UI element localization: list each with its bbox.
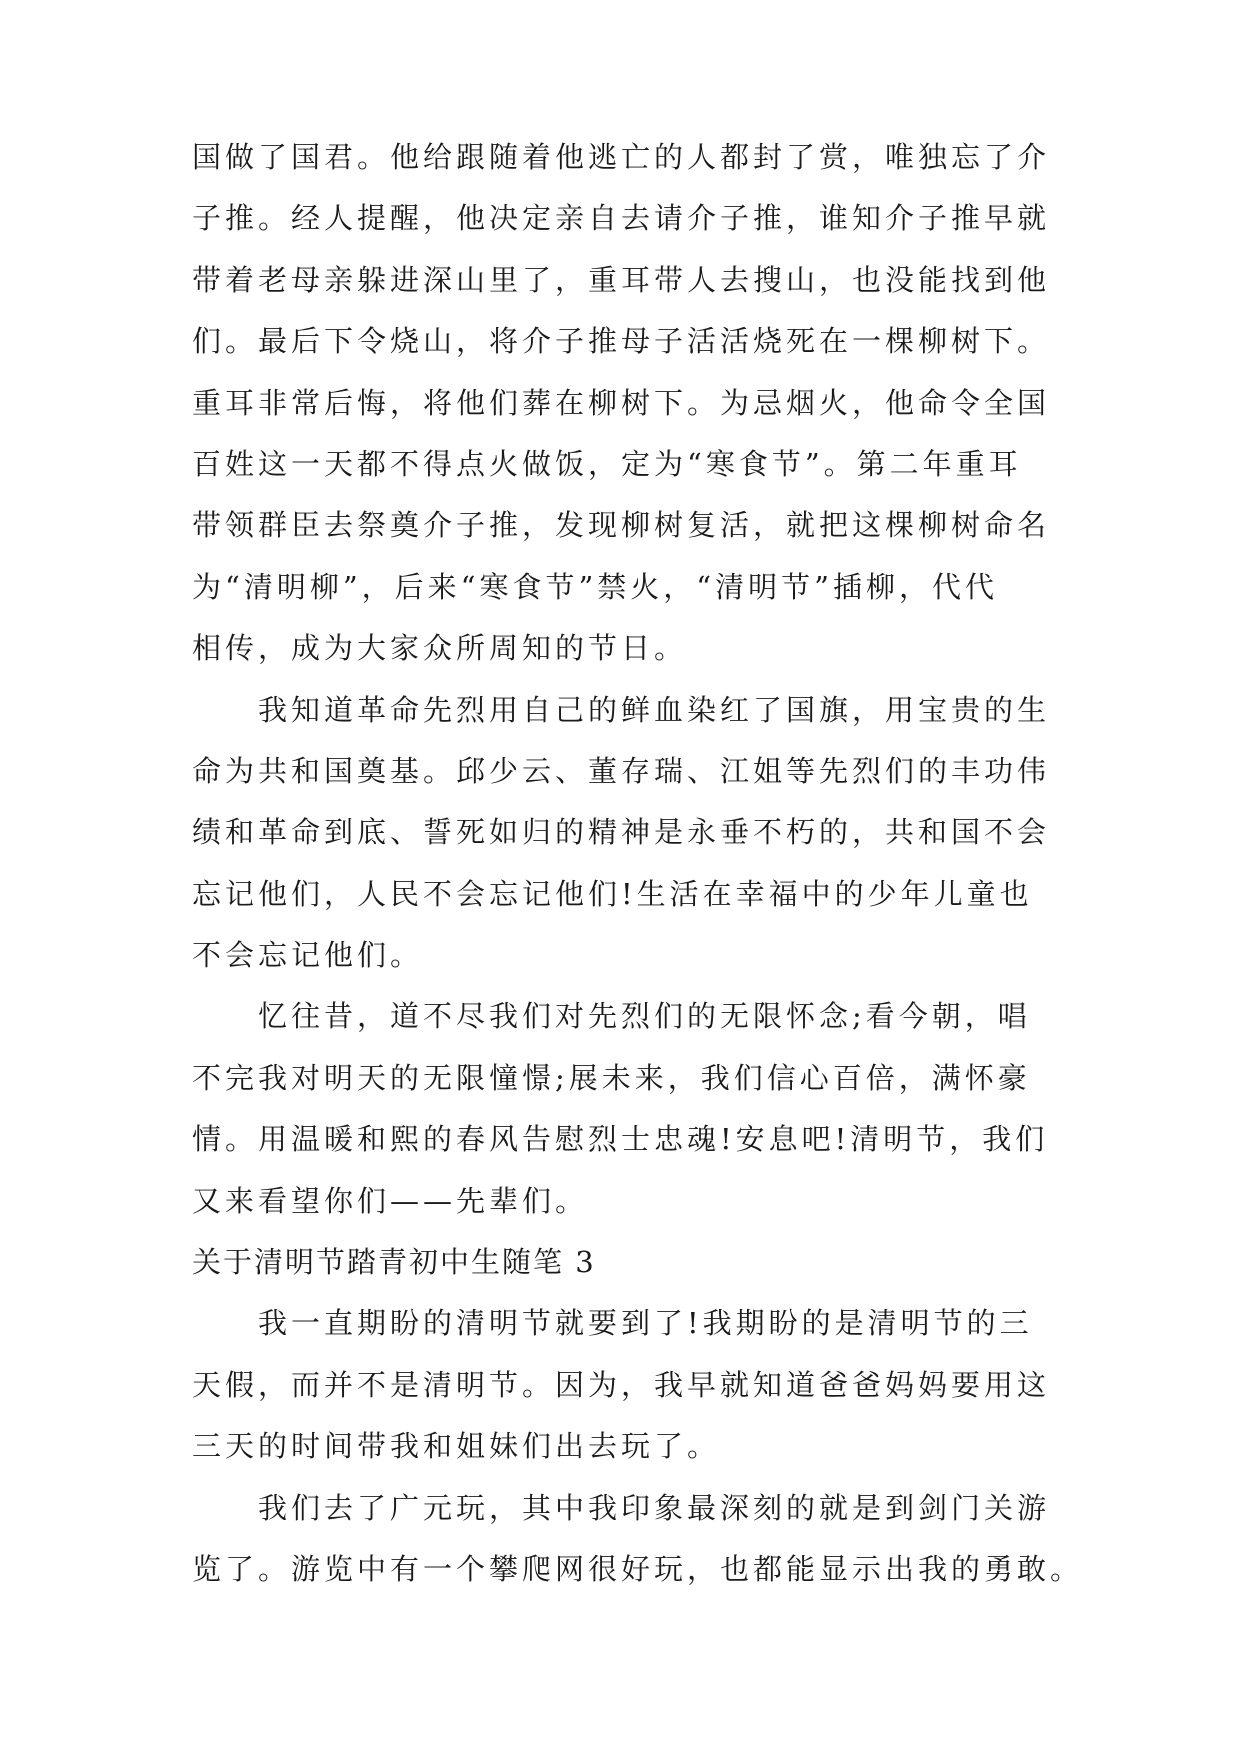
text-line: 子推。经人提醒，他决定亲自去请介子推，谁知介子推早就	[192, 201, 1051, 236]
text-line: 三天的时间带我和姐妹们出去玩了。	[192, 1429, 721, 1464]
text-line: 为“清明柳”，后来“寒食节”禁火，“清明节”插柳，代代	[192, 569, 998, 604]
text-line: 我知道革命先烈用自己的鲜血染红了国旗，用宝贵的生	[258, 692, 1051, 727]
text-line: 我们去了广元玩，其中我印象最深刻的就是到剑门关游	[258, 1490, 1051, 1525]
text-line: 国做了国君。他给跟随着他逃亡的人都封了赏，唯独忘了介	[192, 140, 1051, 174]
paragraph-5	[192, 1478, 1084, 1601]
text-line: 不会忘记他们。	[192, 938, 424, 973]
paragraph-4	[192, 1293, 1052, 1477]
text-line: 带领群臣去祭奠介子推，发现柳树复活，就把这棵柳树命名	[192, 508, 1051, 543]
paragraph-3	[192, 986, 1052, 1232]
text-line: 又来看望你们——先辈们。	[192, 1183, 589, 1218]
section-title: 关于清明节踏青初中生随笔 3	[192, 1245, 596, 1280]
text-line: 绩和革命到底、誓死如归的精神是永垂不朽的，共和国不会	[192, 815, 1051, 850]
text-line: 不完我对明天的无限憧憬;展未来，我们信心百倍，满怀豪	[192, 1060, 1031, 1095]
paragraph-2	[192, 680, 1052, 987]
text-line: 忆往昔，道不尽我们对先烈们的无限怀念;看今朝，唱	[258, 999, 1031, 1034]
text-line: 重耳非常后悔，将他们葬在柳树下。为忌烟火，他命令全国	[192, 385, 1051, 420]
text-line: 带着老母亲躲进深山里了，重耳带人去搜山，也没能找到他	[192, 262, 1051, 297]
text-line: 我一直期盼的清明节就要到了!我期盼的是清明节的三	[258, 1306, 1033, 1341]
text-line: 忘记他们，人民不会忘记他们!生活在幸福中的少年儿童也	[192, 876, 1033, 911]
text-line: 情。用温暖和熙的春风告慰烈士忠魂!安息吧!清明节，我们	[192, 1122, 1049, 1157]
paragraph-1	[192, 127, 1052, 680]
text-line: 百姓这一天都不得点火做饭，定为“寒食节”。第二年重耳	[192, 446, 1022, 481]
text-line: 们。最后下令烧山，将介子推母子活活烧死在一棵柳树下。	[192, 324, 1051, 359]
text-line: 览了。游览中有一个攀爬网很好玩，也都能显示出我的勇敢。	[192, 1551, 1084, 1586]
text-line: 天假，而并不是清明节。因为，我早就知道爸爸妈妈要用这	[192, 1367, 1051, 1402]
text-line: 相传，成为大家众所周知的节日。	[192, 631, 688, 666]
document-body	[192, 127, 1084, 1600]
text-line: 命为共和国奠基。邱少云、董存瑞、江姐等先烈们的丰功伟	[192, 753, 1051, 788]
